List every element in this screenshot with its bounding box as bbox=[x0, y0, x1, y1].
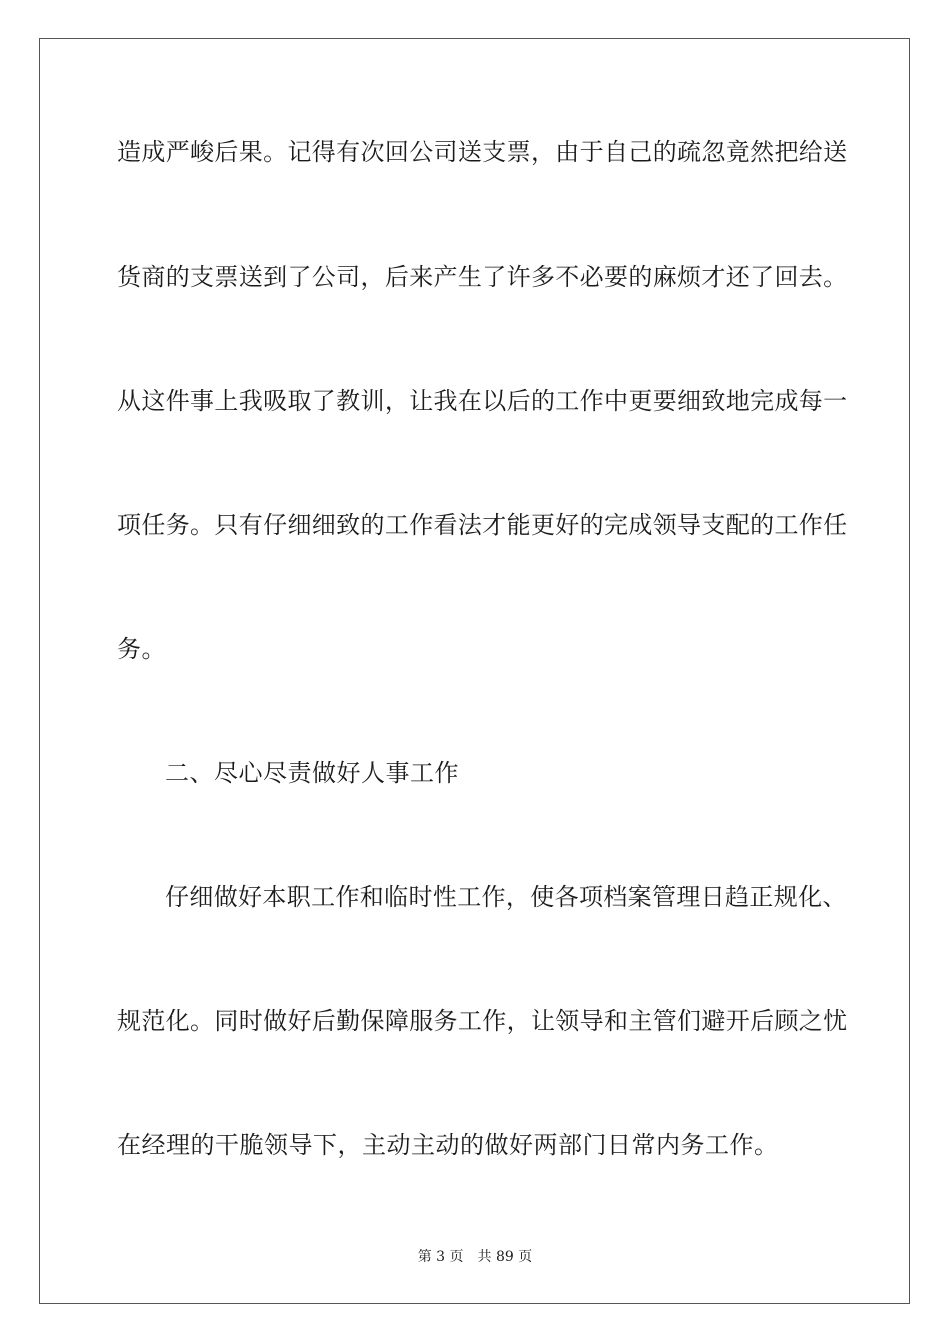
total-pages: 共 89 页 bbox=[477, 1249, 533, 1265]
page-border bbox=[39, 38, 910, 1304]
body-text-line: 务。 bbox=[117, 635, 166, 663]
section-heading: 二、尽心尽责做好人事工作 bbox=[165, 759, 459, 787]
body-text-line: 规范化。同时做好后勤保障服务工作，让领导和主管们避开后顾之忧 bbox=[117, 1007, 848, 1035]
page-number: 第 3 页 bbox=[417, 1249, 464, 1265]
page-footer bbox=[0, 1248, 950, 1266]
body-text-line: 从这件事上我吸取了教训，让我在以后的工作中更要细致地完成每一 bbox=[117, 387, 848, 415]
body-text-line: 货商的支票送到了公司，后来产生了许多不必要的麻烦才还了回去。 bbox=[117, 263, 848, 291]
body-text-line: 项任务。只有仔细细致的工作看法才能更好的完成领导支配的工作任 bbox=[117, 511, 848, 539]
body-text-line: 仔细做好本职工作和临时性工作，使各项档案管理日趋正规化、 bbox=[165, 883, 847, 911]
body-text-line: 造成严峻后果。记得有次回公司送支票，由于自己的疏忽竟然把给送 bbox=[117, 138, 848, 166]
body-text-line: 在经理的干脆领导下，主动主动的做好两部门日常内务工作。 bbox=[117, 1131, 779, 1159]
